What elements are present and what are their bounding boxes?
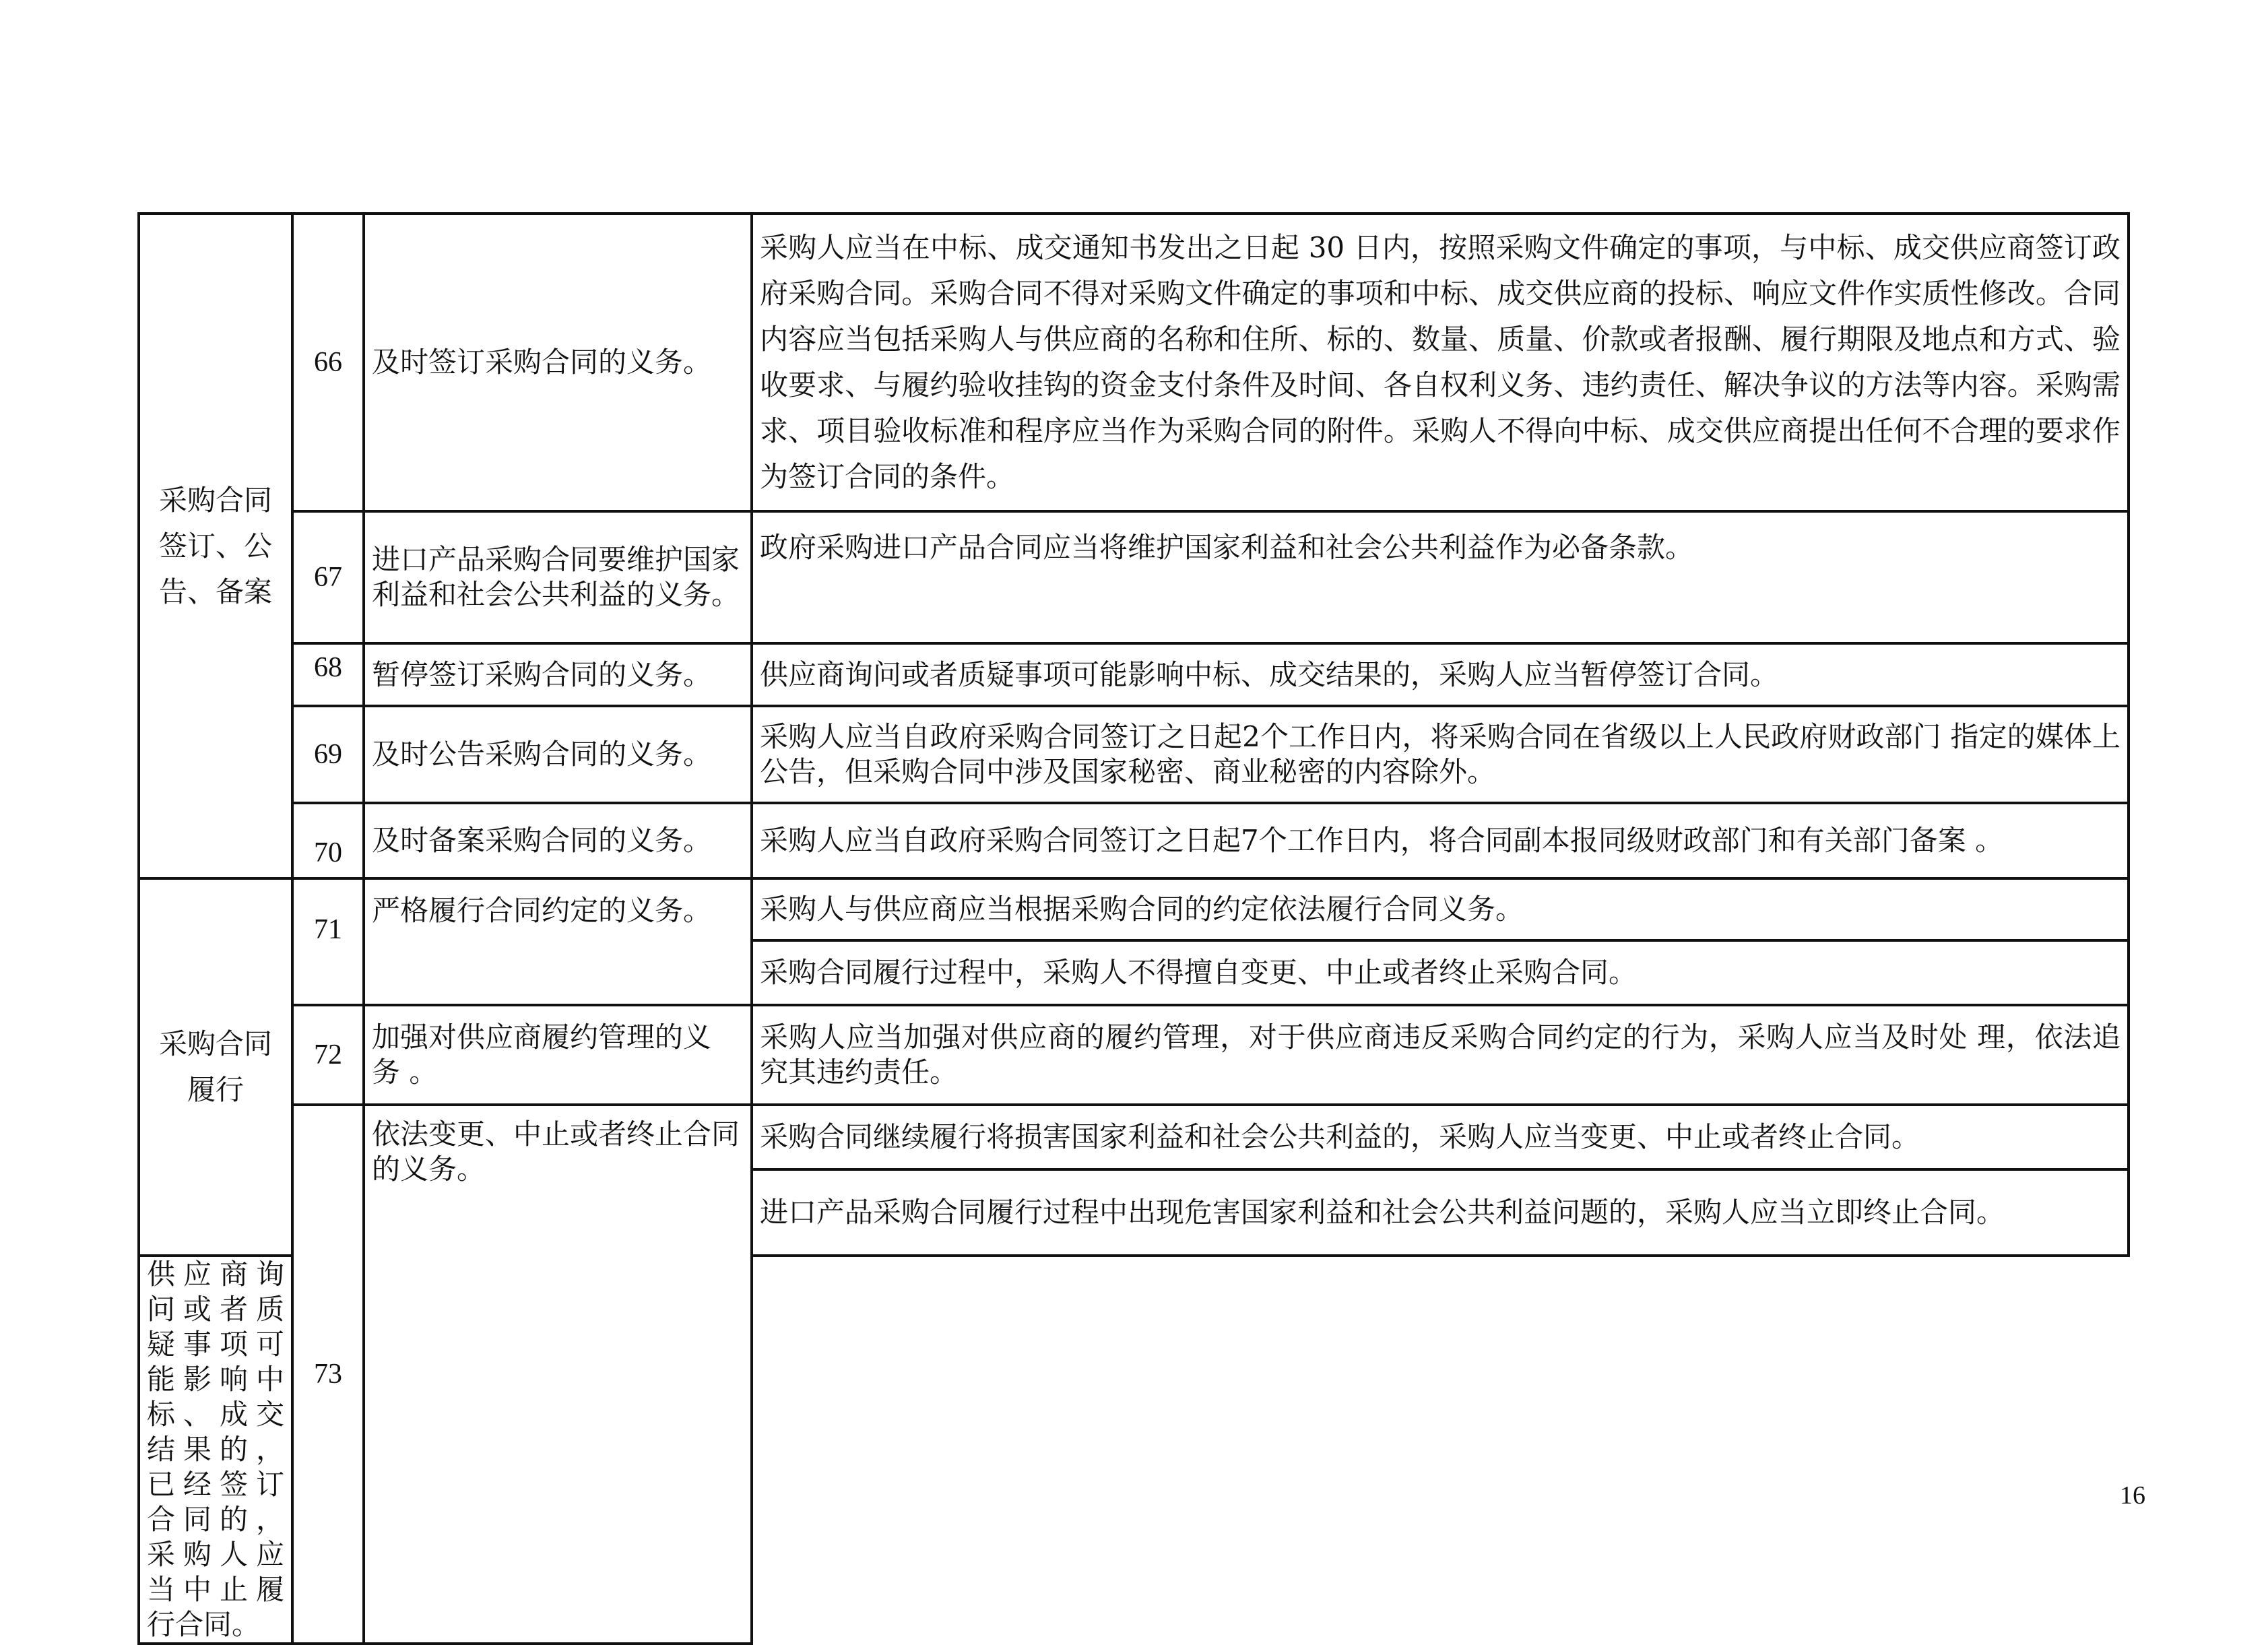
item-number: 71 [292, 878, 364, 1005]
requirement-cell: 采购人应当在中标、成交通知书发出之日起 30 日内，按照采购文件确定的事项，与中标、成交供应商签订政府采购合同。采购合同不得对采购文件确定的事项和中标、成交供应商的投标、响应文件作实质性修改。合同内容应当包括采购人与供应商的名称和住所、标的、数量、质量、价款或者报酬、履行期限及地点和方式、验收要求、与履约验收挂钩的资金支付条件及时间、各自权利义务、违约责任、解决争议的方法等内容。采购需求、项目验收标准和程序应当作为采购合同的附件。采购人不得向中标、成交供应商提出任何不合理的要求作为签订合同的条件。 [752, 214, 2129, 511]
page-number: 16 [2120, 1481, 2145, 1510]
obligation-cell: 及时签订采购合同的义务。 [364, 214, 752, 511]
item-number: 66 [292, 214, 364, 511]
table-row [139, 878, 2129, 940]
table-row [139, 803, 2129, 878]
requirement-cell: 采购合同继续履行将损害国家利益和社会公共利益的，采购人应当变更、中止或者终止合同。 [752, 1105, 2129, 1169]
table-row [139, 511, 2129, 643]
requirement-cell: 供应商询问或者质疑事项可能影响中标、成交结果的，已经签订合同的，采购人应当中止履行合同。 [139, 1256, 292, 1644]
requirement-cell: 进口产品采购合同履行过程中出现危害国家利益和社会公共利益问题的，采购人应当立即终止合同。 [752, 1169, 2129, 1256]
item-number: 70 [292, 803, 364, 878]
obligation-cell: 及时公告采购合同的义务。 [364, 706, 752, 803]
category-cell: 采购合同履行 [139, 878, 292, 1256]
item-number: 68 [292, 643, 364, 706]
requirement-cell: 采购人应当加强对供应商的履约管理，对于供应商违反采购合同约定的行为，采购人应当及时处 理，依法追究其违约责任。 [752, 1005, 2129, 1105]
requirement-cell: 采购合同履行过程中，采购人不得擅自变更、中止或者终止采购合同。 [752, 940, 2129, 1005]
requirement-cell: 政府采购进口产品合同应当将维护国家利益和社会公共利益作为必备条款。 [752, 511, 2129, 643]
category-cell: 采购合同签订、公告、备案 [139, 214, 292, 878]
obligation-cell: 严格履行合同约定的义务。 [364, 878, 752, 1005]
obligation-cell: 及时备案采购合同的义务。 [364, 803, 752, 878]
requirement-cell: 供应商询问或者质疑事项可能影响中标、成交结果的，采购人应当暂停签订合同。 [752, 643, 2129, 706]
obligation-cell: 加强对供应商履约管理的义 务 。 [364, 1005, 752, 1105]
requirement-cell: 采购人应当自政府采购合同签订之日起2个工作日内，将采购合同在省级以上人民政府财政部门 指定的媒体上公告，但采购合同中涉及国家秘密、商业秘密的内容除外。 [752, 706, 2129, 803]
item-number: 73 [292, 1105, 364, 1644]
item-number: 72 [292, 1005, 364, 1105]
requirement-cell: 采购人应当自政府采购合同签订之日起7个工作日内，将合同副本报同级财政部门和有关部门备案 。 [752, 803, 2129, 878]
obligation-cell: 依法变更、中止或者终止合同的义务。 [364, 1105, 752, 1644]
table-row [139, 214, 2129, 511]
table-row [139, 1105, 2129, 1169]
item-number: 69 [292, 706, 364, 803]
item-number: 67 [292, 511, 364, 643]
obligation-cell: 暂停签订采购合同的义务。 [364, 643, 752, 706]
table-row [139, 1005, 2129, 1105]
obligations-table [137, 212, 2130, 1645]
table-row [139, 706, 2129, 803]
table-row [139, 643, 2129, 706]
requirement-cell: 采购人与供应商应当根据采购合同的约定依法履行合同义务。 [752, 878, 2129, 940]
obligation-cell: 进口产品采购合同要维护国家利益和社会公共利益的义务。 [364, 511, 752, 643]
